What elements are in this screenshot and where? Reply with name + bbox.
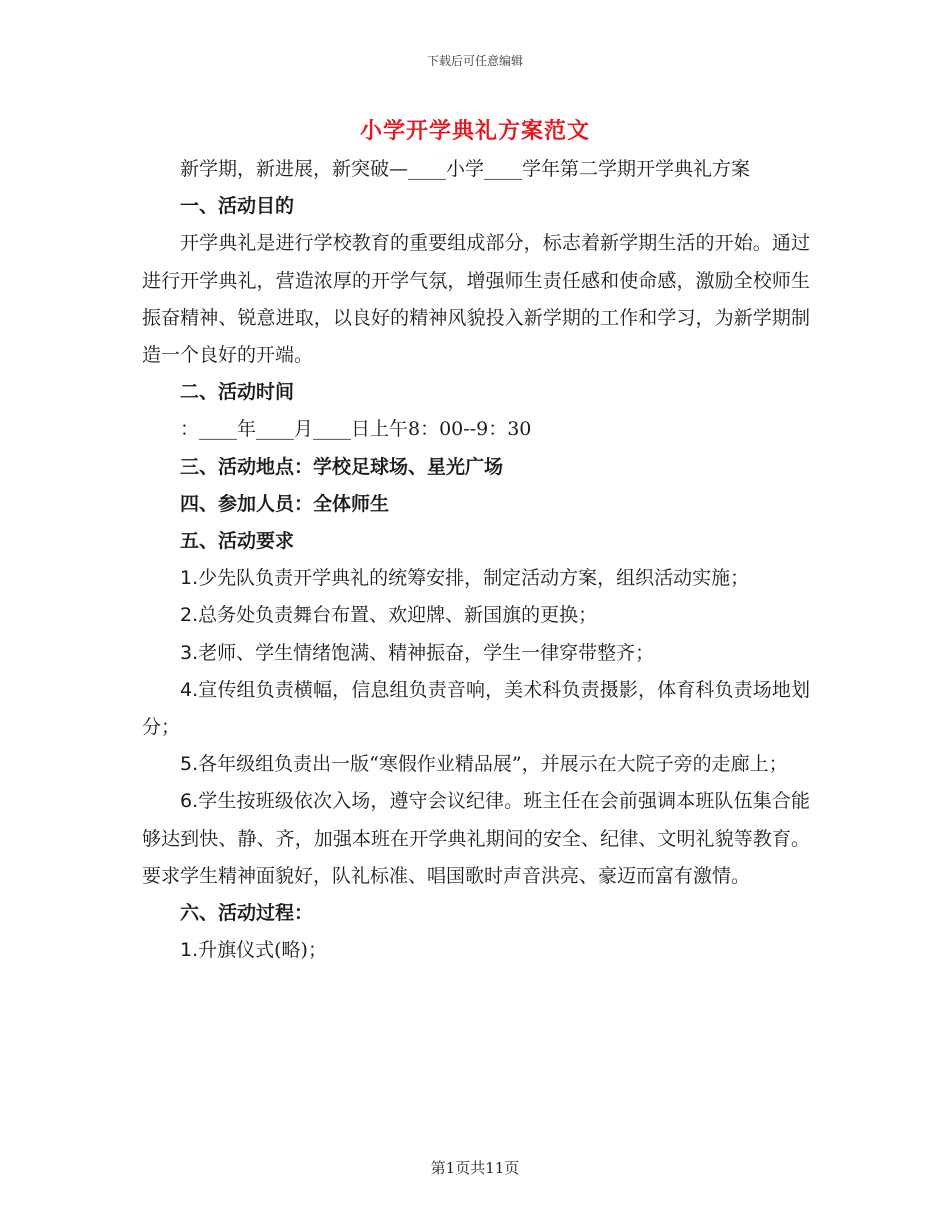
item-number: 1. (180, 939, 199, 962)
item-text: 各年级组负责出一版“寒假作业精品展”，并展示在大院子旁的走廊上； (198, 753, 788, 776)
process-item (142, 932, 810, 969)
item-number: 6. (180, 790, 199, 813)
item-text: 老师、学生情绪饱满、精神振奋，学生一律穿带整齐； (198, 641, 655, 664)
people-heading: 四、参加人员：全体师生 (180, 492, 390, 515)
intro-paragraph: 新学期，新进展，新突破—____小学____学年第二学期开学典礼方案 (180, 158, 751, 180)
place-heading: 三、活动地点：学校足球场、星光广场 (180, 455, 504, 478)
process-heading: 六、活动过程： (180, 902, 314, 925)
requirement-item (142, 672, 810, 746)
header-note: 下载后可任意编辑 (426, 54, 523, 68)
requirement-item (142, 597, 810, 634)
requirement-item (142, 560, 810, 597)
requirement-item (142, 783, 810, 895)
document-title: 小学开学典礼方案范文 (359, 119, 590, 144)
item-number: 1. (180, 567, 199, 590)
item-number: 5. (180, 753, 199, 776)
document-body (142, 151, 810, 969)
page-footer: 第1页共11页 (430, 1159, 520, 1177)
goal-paragraph: 开学典礼是进行学校教育的重要组成部分，标志着新学期生活的开始。通过进行开学典礼，营造浓厚的开学气氛，增强师生责任感和使命感，激励全校师生振奋精神、锐意进取，以良好的精神风貌投入新学期的工作和学习，为新学期制造一个良好的开端。 (142, 232, 810, 367)
item-text: 学生按班级依次入场，遵守会议纪律。班主任在会前强调本班队伍集合能够达到快、静、齐，加强本班在开学典礼期间的安全、纪律、文明礼貌等教育。要求学生精神面貌好，队礼标准、唱国歌时声音洪亮、豪迈而富有激情。 (142, 790, 810, 887)
item-text: 总务处负责舞台布置、欢迎牌、新国旗的更换； (198, 604, 598, 627)
item-text: 少先队负责开学典礼的统筹安排，制定活动方案，组织活动实施； (198, 567, 750, 590)
time-heading: 二、活动时间 (180, 381, 295, 404)
item-text: 宣传组负责横幅，信息组负责音响，美术科负责摄影，体育科负责场地划分； (142, 678, 810, 739)
item-text: 升旗仪式(略)； (198, 939, 327, 962)
item-number: 2. (180, 604, 199, 627)
time-paragraph: ：____年____月____日上午8：00--9：30 (180, 418, 532, 441)
item-number: 3. (180, 641, 199, 664)
goal-heading: 一、活动目的 (180, 195, 295, 218)
requirement-item (142, 635, 810, 672)
requirement-item (142, 746, 810, 783)
item-number: 4. (180, 678, 199, 701)
requirements-heading: 五、活动要求 (180, 530, 295, 553)
